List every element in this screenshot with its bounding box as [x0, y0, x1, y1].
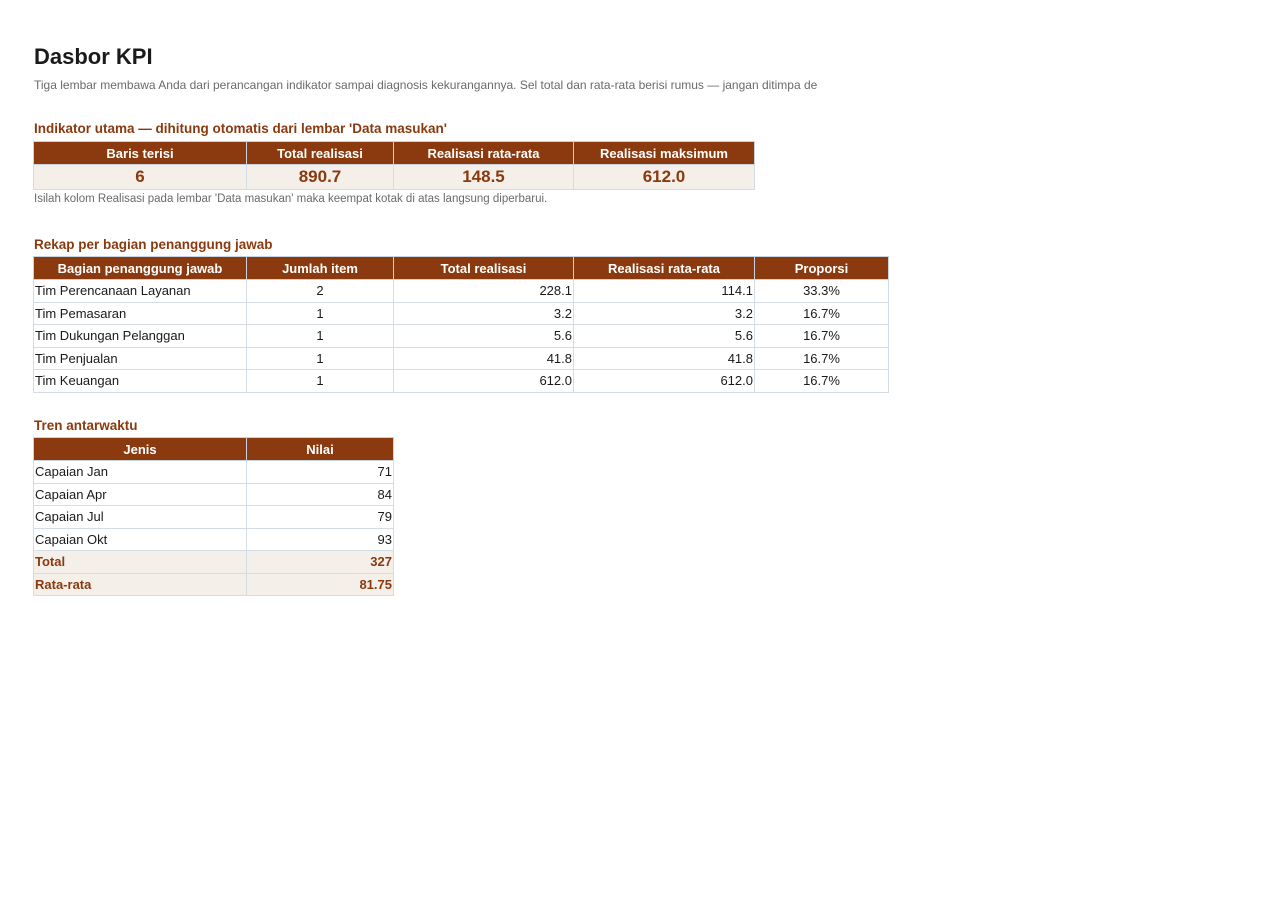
kpi-section-title: Indikator utama — dihitung otomatis dari lembar 'Data masukan' [34, 121, 447, 136]
table-cell[interactable]: 5.6 [394, 325, 574, 348]
table-cell[interactable]: Capaian Apr [34, 483, 247, 506]
table-cell[interactable]: 612.0 [394, 370, 574, 393]
summary-row-total [34, 551, 394, 574]
summary-value[interactable]: 81.75 [247, 573, 394, 596]
kpi-table [33, 141, 755, 190]
kpi-header-total: Total realisasi [247, 142, 394, 165]
table-row [34, 347, 889, 370]
table-cell[interactable]: Tim Keuangan [34, 370, 247, 393]
table-cell[interactable]: 3.2 [394, 302, 574, 325]
page-title: Dasbor KPI [34, 44, 153, 69]
rekap-table [33, 256, 889, 393]
kpi-value-maximum[interactable]: 612.0 [574, 165, 755, 190]
table-cell[interactable]: 228.1 [394, 280, 574, 303]
tren-header-nilai: Nilai [247, 438, 394, 461]
table-cell[interactable]: 93 [247, 528, 394, 551]
table-row [34, 280, 889, 303]
kpi-header-rows-filled: Baris terisi [34, 142, 247, 165]
rekap-header-total: Total realisasi [394, 257, 574, 280]
tren-section-title: Tren antarwaktu [34, 418, 138, 433]
rekap-header-proporsi: Proporsi [755, 257, 889, 280]
table-cell[interactable]: Capaian Okt [34, 528, 247, 551]
rekap-header-bagian: Bagian penanggung jawab [34, 257, 247, 280]
kpi-value-total[interactable]: 890.7 [247, 165, 394, 190]
table-row [34, 325, 889, 348]
table-cell[interactable]: 84 [247, 483, 394, 506]
table-cell[interactable]: 41.8 [574, 347, 755, 370]
table-cell[interactable]: 5.6 [574, 325, 755, 348]
kpi-header-average: Realisasi rata-rata [394, 142, 574, 165]
table-cell[interactable]: 41.8 [394, 347, 574, 370]
table-cell[interactable]: Tim Dukungan Pelanggan [34, 325, 247, 348]
table-cell[interactable]: 1 [247, 325, 394, 348]
table-cell[interactable]: Capaian Jul [34, 506, 247, 529]
rekap-header-jumlah: Jumlah item [247, 257, 394, 280]
table-cell[interactable]: 1 [247, 302, 394, 325]
rekap-section-title: Rekap per bagian penanggung jawab [34, 237, 273, 252]
table-row [34, 302, 889, 325]
table-row [34, 528, 394, 551]
summary-value[interactable]: 327 [247, 551, 394, 574]
table-cell[interactable]: 3.2 [574, 302, 755, 325]
table-cell[interactable]: 33.3% [755, 280, 889, 303]
table-row [34, 483, 394, 506]
table-cell[interactable]: 16.7% [755, 370, 889, 393]
table-cell[interactable]: 1 [247, 347, 394, 370]
table-cell[interactable]: Tim Pemasaran [34, 302, 247, 325]
tren-header-jenis: Jenis [34, 438, 247, 461]
table-cell[interactable]: 1 [247, 370, 394, 393]
table-row [34, 370, 889, 393]
kpi-header-maximum: Realisasi maksimum [574, 142, 755, 165]
page-subtitle: Tiga lembar membawa Anda dari perancangan indikator sampai diagnosis kekurangannya. Sel total dan rata-rata berisi rumus — jangan ditimpa de [34, 78, 818, 92]
rekap-header-rata: Realisasi rata-rata [574, 257, 755, 280]
table-cell[interactable]: Tim Perencanaan Layanan [34, 280, 247, 303]
table-cell[interactable]: 16.7% [755, 347, 889, 370]
kpi-note: Isilah kolom Realisasi pada lembar 'Data masukan' maka keempat kotak di atas langsung diperbarui. [34, 193, 548, 205]
tren-table [33, 437, 394, 596]
table-cell[interactable]: 114.1 [574, 280, 755, 303]
kpi-value-average[interactable]: 148.5 [394, 165, 574, 190]
table-cell[interactable]: Capaian Jan [34, 461, 247, 484]
table-cell[interactable]: Tim Penjualan [34, 347, 247, 370]
table-cell[interactable]: 79 [247, 506, 394, 529]
table-cell[interactable]: 2 [247, 280, 394, 303]
summary-row-average [34, 573, 394, 596]
summary-label[interactable]: Total [34, 551, 247, 574]
summary-label[interactable]: Rata-rata [34, 573, 247, 596]
table-row [34, 461, 394, 484]
table-row [34, 506, 394, 529]
table-cell[interactable]: 71 [247, 461, 394, 484]
kpi-value-rows-filled[interactable]: 6 [34, 165, 247, 190]
table-cell[interactable]: 16.7% [755, 302, 889, 325]
table-cell[interactable]: 16.7% [755, 325, 889, 348]
table-cell[interactable]: 612.0 [574, 370, 755, 393]
